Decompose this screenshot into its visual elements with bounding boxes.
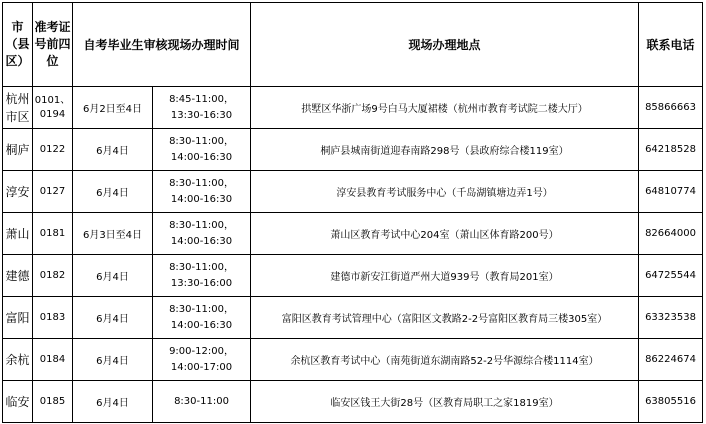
schedule-table-wrapper: [2, 2, 703, 423]
date-cell: 6月4日: [73, 339, 153, 381]
date-cell: 6月4日: [73, 381, 153, 423]
city-cell: 建德: [3, 255, 33, 297]
header-exam-code: 准考证号前四位: [33, 3, 73, 87]
time-cell: [153, 213, 251, 255]
time-slot-afternoon: 14:00-16:30: [170, 235, 233, 247]
exam-code-cell: 0183: [33, 297, 73, 339]
time-cell: [153, 87, 251, 129]
phone-cell: 64218528: [639, 129, 703, 171]
time-cell: [153, 255, 251, 297]
date-cell: 6月4日: [73, 297, 153, 339]
exam-code-cell: 0181: [33, 213, 73, 255]
time-slot-morning: 8:30-11:00，: [169, 303, 234, 315]
time-slot-morning: 8:30-11:00，: [169, 261, 234, 273]
table-row: [3, 381, 703, 423]
time-slot-afternoon: 13:30-16:30: [170, 109, 233, 121]
address-cell: 富阳区教育考试管理中心（富阳区文教路2-2号富阳区教育局三楼305室）: [251, 297, 639, 339]
date-cell: 6月3日至4日: [73, 213, 153, 255]
exam-code-cell: 0101、0194: [33, 87, 73, 129]
date-cell: 6月4日: [73, 255, 153, 297]
time-cell: [153, 381, 251, 423]
table-row: [3, 297, 703, 339]
time-slot-morning: 8:45-11:00，: [169, 93, 234, 105]
header-city: 市（县区）: [3, 3, 33, 87]
time-slot-morning: 8:30-11:00，: [169, 177, 234, 189]
time-cell: [153, 129, 251, 171]
city-cell: 萧山: [3, 213, 33, 255]
table-row: [3, 213, 703, 255]
time-slot-morning: 9:00-12:00，: [169, 345, 234, 357]
time-slot-morning: 8:30-11:00，: [169, 135, 234, 147]
date-cell: 6月2日至4日: [73, 87, 153, 129]
schedule-table: [2, 2, 703, 423]
city-cell: 桐庐: [3, 129, 33, 171]
header-address: 现场办理地点: [251, 3, 639, 87]
header-phone: 联系电话: [639, 3, 703, 87]
address-cell: 拱墅区华浙广场9号白马大厦裙楼（杭州市教育考试院二楼大厅）: [251, 87, 639, 129]
exam-code-cell: 0127: [33, 171, 73, 213]
exam-code-cell: 0182: [33, 255, 73, 297]
date-cell: 6月4日: [73, 171, 153, 213]
time-cell: [153, 171, 251, 213]
time-slot-afternoon: 14:00-17:00: [170, 361, 233, 373]
table-row: [3, 339, 703, 381]
address-cell: 淳安县教育考试服务中心（千岛湖镇塘边弄1号）: [251, 171, 639, 213]
city-cell: 临安: [3, 381, 33, 423]
city-cell: 余杭: [3, 339, 33, 381]
address-cell: 桐庐县城南街道迎春南路298号（县政府综合楼119室）: [251, 129, 639, 171]
exam-code-cell: 0185: [33, 381, 73, 423]
date-cell: 6月4日: [73, 129, 153, 171]
table-row: [3, 171, 703, 213]
address-cell: 建德市新安江街道严州大道939号（教育局201室）: [251, 255, 639, 297]
city-cell: 富阳: [3, 297, 33, 339]
table-row: [3, 87, 703, 129]
time-cell: [153, 339, 251, 381]
phone-cell: 63805516: [639, 381, 703, 423]
phone-cell: 64725544: [639, 255, 703, 297]
time-slot-afternoon: 14:00-16:30: [170, 151, 233, 163]
time-slot-morning: 8:30-11:00，: [169, 219, 234, 231]
time-cell: [153, 297, 251, 339]
city-cell: 杭州市区: [3, 87, 33, 129]
time-slot-morning: 8:30-11:00: [174, 395, 229, 407]
time-slot-afternoon: 14:00-16:30: [170, 193, 233, 205]
phone-cell: 86224674: [639, 339, 703, 381]
header-time: 自考毕业生审核现场办理时间: [73, 3, 251, 87]
phone-cell: 82664000: [639, 213, 703, 255]
table-row: [3, 129, 703, 171]
phone-cell: 63323538: [639, 297, 703, 339]
address-cell: 萧山区教育考试中心204室（萧山区体育路200号）: [251, 213, 639, 255]
time-slot-afternoon: 14:00-16:30: [170, 319, 233, 331]
city-cell: 淳安: [3, 171, 33, 213]
address-cell: 余杭区教育考试中心（南苑街道东湖南路52-2号华源综合楼1114室）: [251, 339, 639, 381]
exam-code-cell: 0184: [33, 339, 73, 381]
header-row: [3, 3, 703, 87]
table-row: [3, 255, 703, 297]
address-cell: 临安区钱王大街28号（区教育局职工之家1819室）: [251, 381, 639, 423]
phone-cell: 85866663: [639, 87, 703, 129]
exam-code-cell: 0122: [33, 129, 73, 171]
phone-cell: 64810774: [639, 171, 703, 213]
time-slot-afternoon: 13:30-16:00: [170, 277, 233, 289]
